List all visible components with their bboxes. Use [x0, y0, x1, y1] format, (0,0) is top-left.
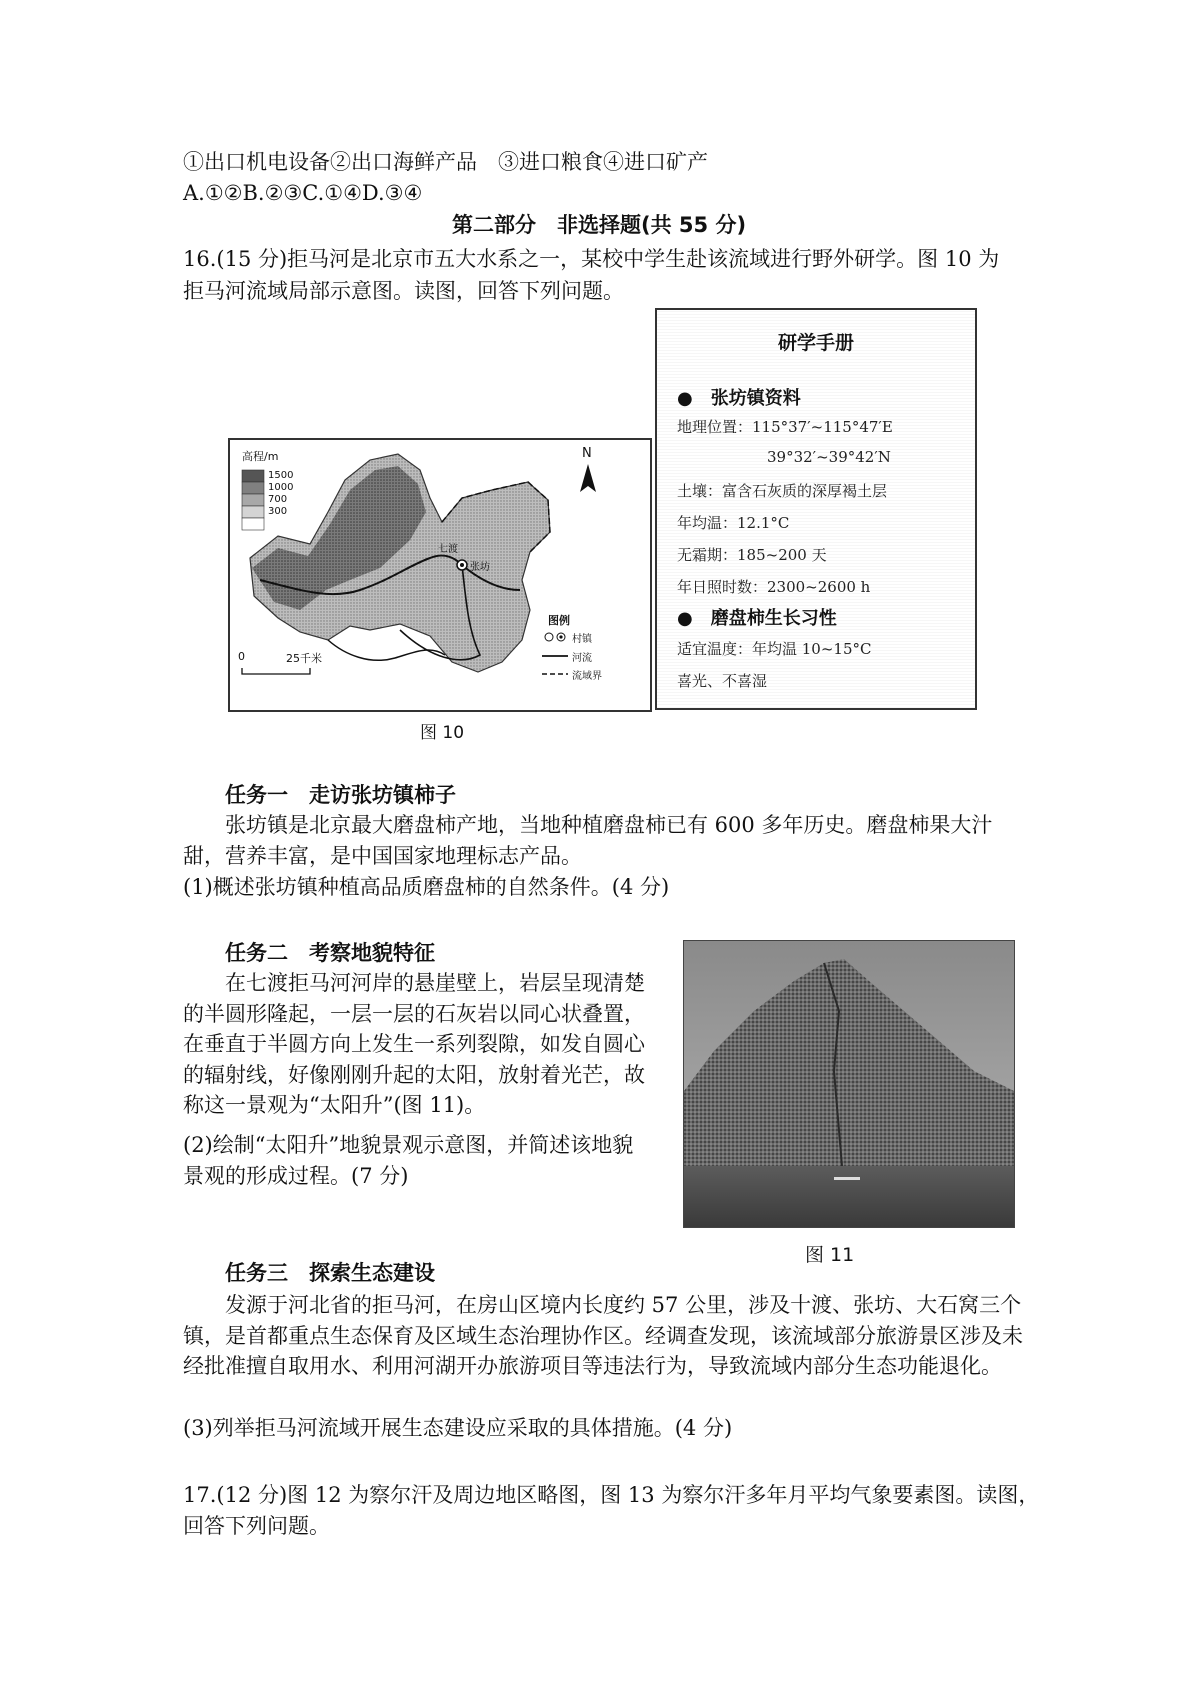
- handbook-line: 年日照时数：2300~2600 h: [677, 578, 871, 596]
- handbook-line: 无霜期：185~200 天: [677, 546, 827, 564]
- options-items: ①出口机电设备②出口海鲜产品 ③进口粮食④进口矿产: [183, 150, 708, 174]
- handbook-section-1: [677, 384, 801, 410]
- bullet-icon: ●: [677, 608, 693, 629]
- task3-question: (3)列举拒马河流域开展生态建设应采取的具体措施。(4 分): [183, 1416, 733, 1440]
- task1-text: 张坊镇是北京最大磨盘柿产地，当地种植磨盘柿已有 600 多年历史。磨盘柿果大汁甜，营养丰富，是中国国家地理标志产品。: [183, 813, 993, 868]
- legend-box-low: [242, 518, 264, 530]
- task1-title: 任务一 走访张坊镇柿子: [225, 783, 456, 807]
- north-arrow-icon: [580, 464, 596, 492]
- scale-zero: 0: [238, 650, 245, 663]
- river-southwest: [328, 640, 445, 660]
- north-label: N: [582, 446, 592, 461]
- q17-stem-line1: 17.(12 分)图 12 为察尔汗及周边地区略图，图 13 为察尔汗多年月平均气象要素图。读图，: [183, 1483, 1040, 1507]
- handbook-line: 地理位置：115°37′~115°47′E: [677, 418, 893, 436]
- task1-question: (1)概述张坊镇种植高品质磨盘柿的自然条件。(4 分): [183, 875, 670, 899]
- place-zhangfang: 张坊: [470, 562, 490, 573]
- handbook-section-2-title: 磨盘柿生长习性: [710, 608, 837, 629]
- sun-rise-landform-photo: [683, 940, 1015, 1228]
- task3-title: 任务三 探索生态建设: [225, 1261, 435, 1285]
- legend-box-300: [242, 506, 264, 518]
- key-town-icon-1: [545, 633, 553, 641]
- legend-value-1500: 1500: [268, 470, 294, 481]
- q16-stem-line1: 16.(15 分)拒马河是北京市五大水系之一，某校中学生赴该流域进行野外研学。图 10 为: [183, 247, 1000, 271]
- bullet-icon: ●: [677, 388, 693, 409]
- legend-value-1000: 1000: [268, 482, 294, 493]
- figure-10-caption: 图 10: [420, 723, 465, 743]
- section-title: 第二部分 非选择题(共 55 分): [452, 213, 747, 237]
- key-town-icon-2-center: [559, 635, 562, 638]
- legend-box-700: [242, 494, 264, 506]
- basin-map: [228, 438, 652, 712]
- handbook-line: 39°32′~39°42′N: [767, 448, 891, 466]
- handbook-line: 喜光、不喜湿: [677, 672, 768, 690]
- task2-text: 在七渡拒马河河岸的悬崖壁上，岩层呈现清楚的半圆形隆起，一层一层的石灰岩以同心状叠置，在垂直于半圆方向上发生一系列裂隙，如发自圆心的辐射线，好像刚刚升起的太阳，放射着光芒，故称这一景观为“太阳升”(图 11)。: [183, 971, 645, 1117]
- scale-label: 25千米: [286, 652, 322, 665]
- key-title: 图例: [548, 614, 570, 627]
- key-river-label: 河流: [572, 653, 592, 664]
- legend-value-300: 300: [268, 506, 288, 517]
- handbook-line: 年均温：12.1°C: [677, 514, 790, 532]
- handbook-title: 研学手册: [777, 332, 854, 354]
- scale-bar: [242, 668, 310, 674]
- place-qidu: 七渡: [438, 544, 458, 555]
- q17-stem-line2: 回答下列问题。: [183, 1514, 330, 1538]
- handbook-section-1-title: 张坊镇资料: [710, 388, 801, 409]
- q16-stem-line2: 拒马河流域局部示意图。读图，回答下列问题。: [183, 279, 624, 303]
- task2-title: 任务二 考察地貌特征: [225, 941, 435, 965]
- landform-photo-graphic: [684, 941, 1014, 1227]
- legend-value-700: 700: [268, 494, 288, 505]
- key-boundary-label: 流域界: [572, 671, 602, 682]
- figure-11-caption: 图 11: [805, 1244, 855, 1266]
- legend-box-1500: [242, 470, 264, 482]
- town-marker-center: [460, 563, 464, 567]
- handbook-section-2: [677, 604, 837, 630]
- handbook-line: 适宜温度：年均温 10~15°C: [677, 640, 872, 658]
- legend-title: 高程/m: [242, 450, 279, 463]
- key-town-label: 村镇: [572, 634, 592, 645]
- legend-box-1000: [242, 482, 264, 494]
- options-choices: A.①②B.②③C.①④D.③④: [183, 181, 423, 205]
- research-handbook: [655, 308, 977, 710]
- task2-question: (2)绘制“太阳升”地貌景观示意图，并简述该地貌景观的形成过程。(7 分): [183, 1133, 634, 1188]
- handbook-line: 土壤：富含石灰质的深厚褐土层: [677, 482, 888, 500]
- task3-text: 发源于河北省的拒马河，在房山区境内长度约 57 公里，涉及十渡、张坊、大石窝三个镇，是首都重点生态保育及区域生态治理协作区。经调查发现，该流域部分旅游景区涉及未经批准擅自取用水、利用河湖开办旅游项目等违法行为，导致流域内部分生态功能退化。: [183, 1293, 1023, 1378]
